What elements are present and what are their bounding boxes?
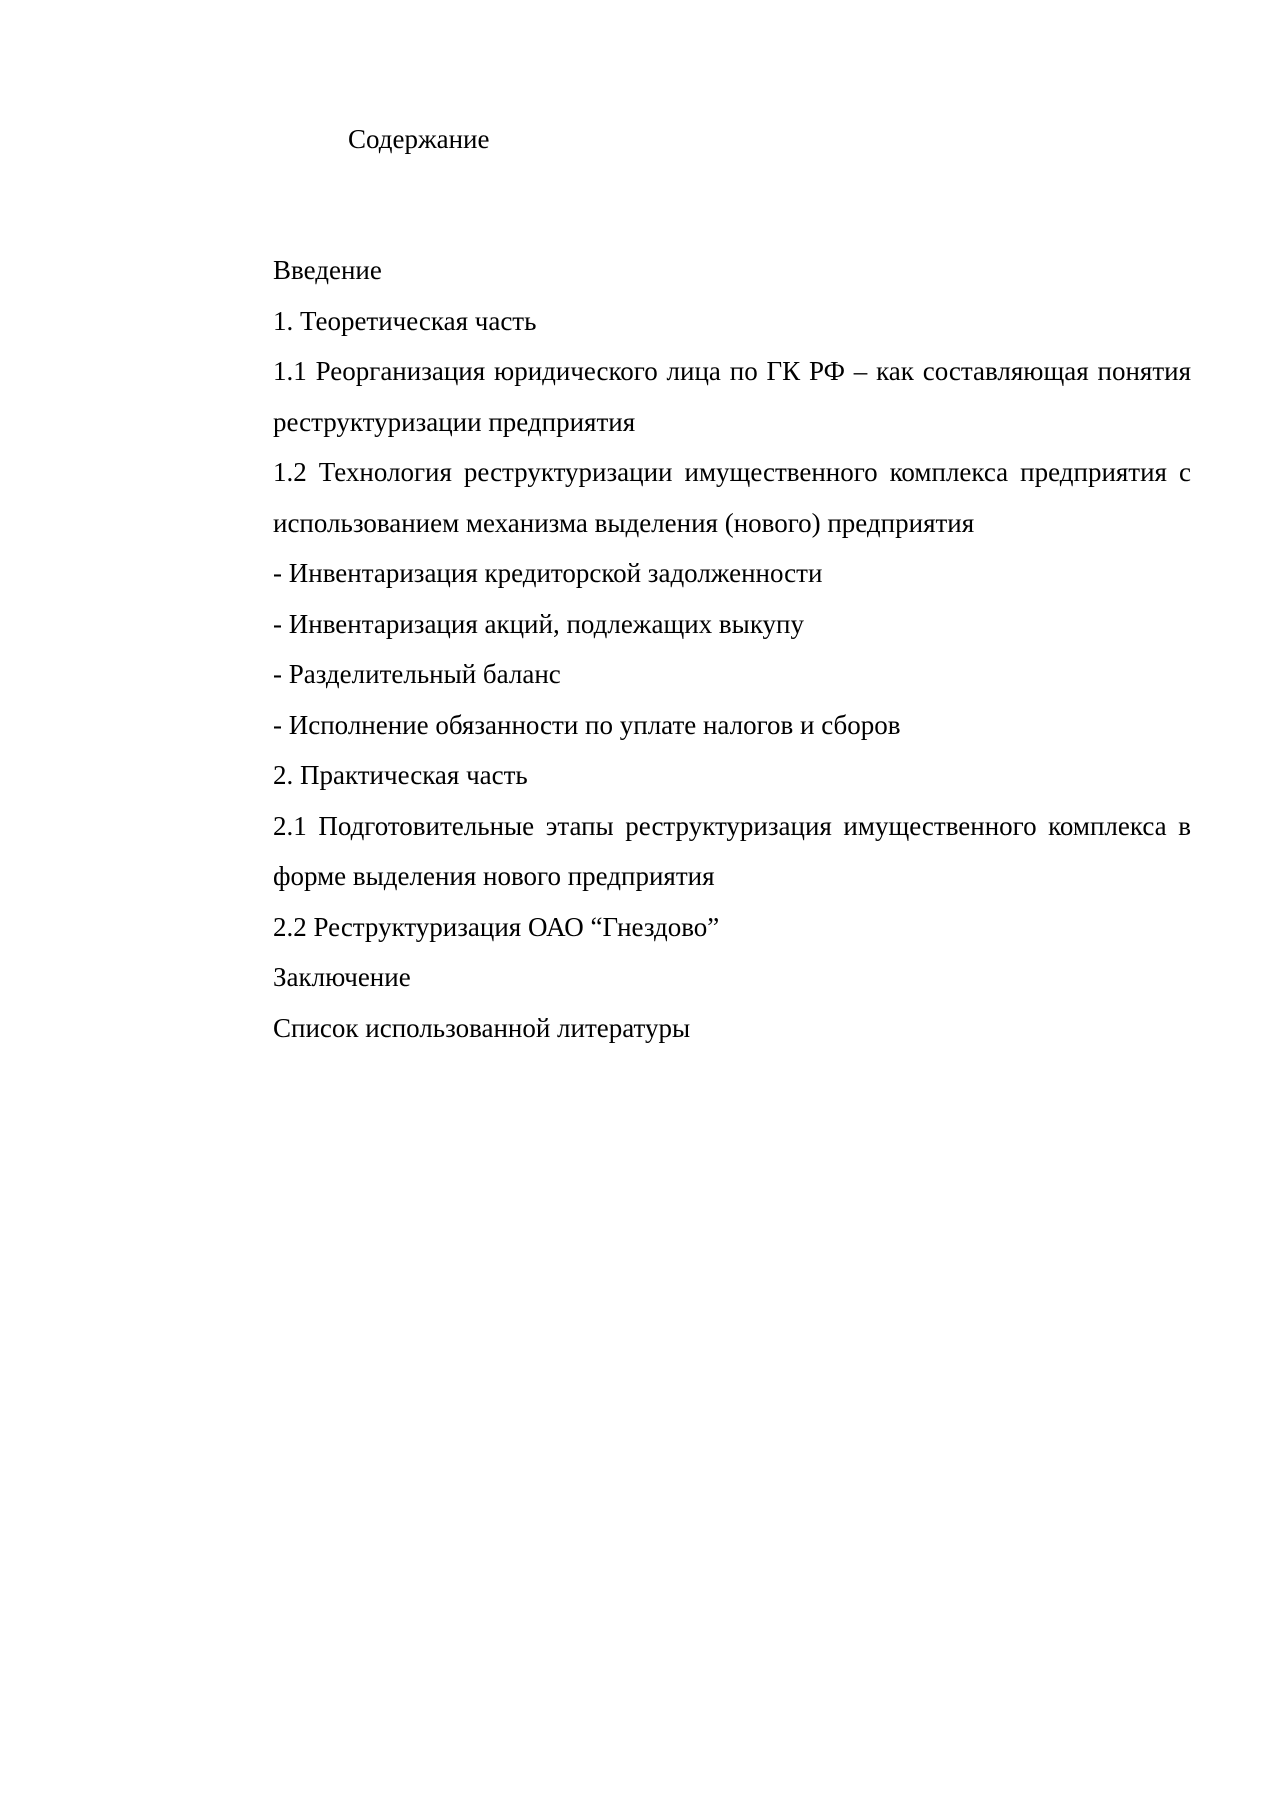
toc-entry-introduction: Введение — [273, 255, 382, 285]
toc-entry-references: Список использованной литературы — [273, 1012, 691, 1043]
toc-entry-1-2: 1.2 Технология реструктуризации имущественного комплекса предприятия с использованием механизма выделения (нового) предприятия — [273, 457, 1191, 538]
table-of-contents — [273, 245, 1191, 1053]
page-title: Содержание — [348, 124, 490, 154]
toc-entry-creditor-inventory: - Инвентаризация кредиторской задолженности — [273, 558, 823, 588]
toc-entry-separation-balance: - Разделительный баланс — [273, 659, 561, 689]
toc-entry-shares-inventory: - Инвентаризация акций, подлежащих выкупу — [273, 608, 805, 639]
toc-entry-tax-obligations: - Исполнение обязанности по уплате налогов и сборов — [273, 709, 901, 740]
toc-entry-1-1: 1.1 Реорганизация юридического лица по ГК РФ – как составляющая понятия реструктуризации предприятия — [273, 356, 1191, 437]
toc-entry-part-2: 2. Практическая часть — [273, 760, 528, 790]
toc-entry-2-2: 2.2 Реструктуризация ОАО “Гнездово” — [273, 911, 720, 942]
toc-entry-part-1: 1. Теоретическая часть — [273, 305, 537, 336]
toc-entry-conclusion: Заключение — [273, 962, 411, 992]
toc-entry-2-1: 2.1 Подготовительные этапы реструктуризация имущественного комплекса в форме выделения нового предприятия — [273, 810, 1191, 891]
